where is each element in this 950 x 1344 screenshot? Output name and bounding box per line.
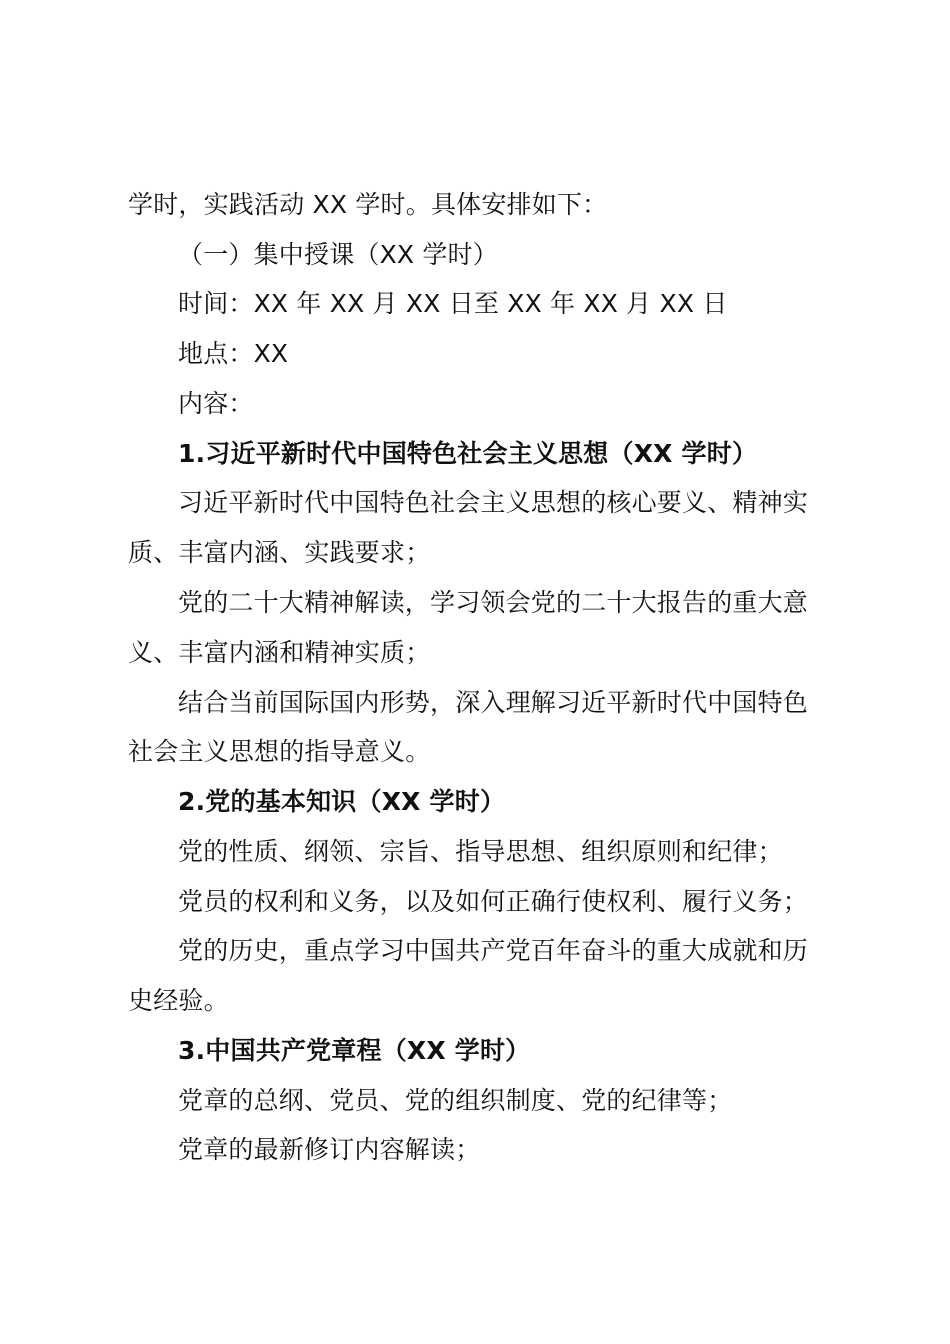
paragraph-line: 习近平新时代中国特色社会主义思想的核心要义、精神实 <box>178 488 809 517</box>
paragraph-line: 党的历史，重点学习中国共产党百年奋斗的重大成就和历 <box>178 936 809 965</box>
content-label: 内容： <box>178 389 254 418</box>
paragraph-line: 社会主义思想的指导意义。 <box>128 737 431 766</box>
location-line: 地点：XX <box>178 339 289 368</box>
paragraph-line: 史经验。 <box>128 986 229 1015</box>
paragraph-line: 党员的权利和义务，以及如何正确行使权利、履行义务； <box>178 887 809 916</box>
paragraph-line: 结合当前国际国内形势，深入理解习近平新时代中国特色 <box>178 688 809 717</box>
paragraph-line: 义、丰富内涵和精神实质； <box>128 638 431 667</box>
time-line: 时间：XX 年 XX 月 XX 日至 XX 年 XX 月 XX 日 <box>178 289 728 318</box>
paragraph-line: 质、丰富内涵、实践要求； <box>128 538 431 567</box>
section-heading-centralized-lectures: （一）集中授课（XX 学时） <box>178 240 499 269</box>
subheading-2: 2.党的基本知识（XX 学时） <box>178 787 506 816</box>
subheading-1: 1.习近平新时代中国特色社会主义思想（XX 学时） <box>178 439 758 468</box>
paragraph-line: 学时，实践活动 XX 学时。具体安排如下： <box>128 190 608 219</box>
paragraph-line: 党章的总纲、党员、党的组织制度、党的纪律等； <box>178 1086 733 1115</box>
paragraph-line: 党章的最新修订内容解读； <box>178 1135 481 1164</box>
paragraph-line: 党的二十大精神解读，学习领会党的二十大报告的重大意 <box>178 588 809 617</box>
subheading-3: 3.中国共产党章程（XX 学时） <box>178 1036 531 1065</box>
paragraph-line: 党的性质、纲领、宗旨、指导思想、组织原则和纪律； <box>178 837 783 866</box>
